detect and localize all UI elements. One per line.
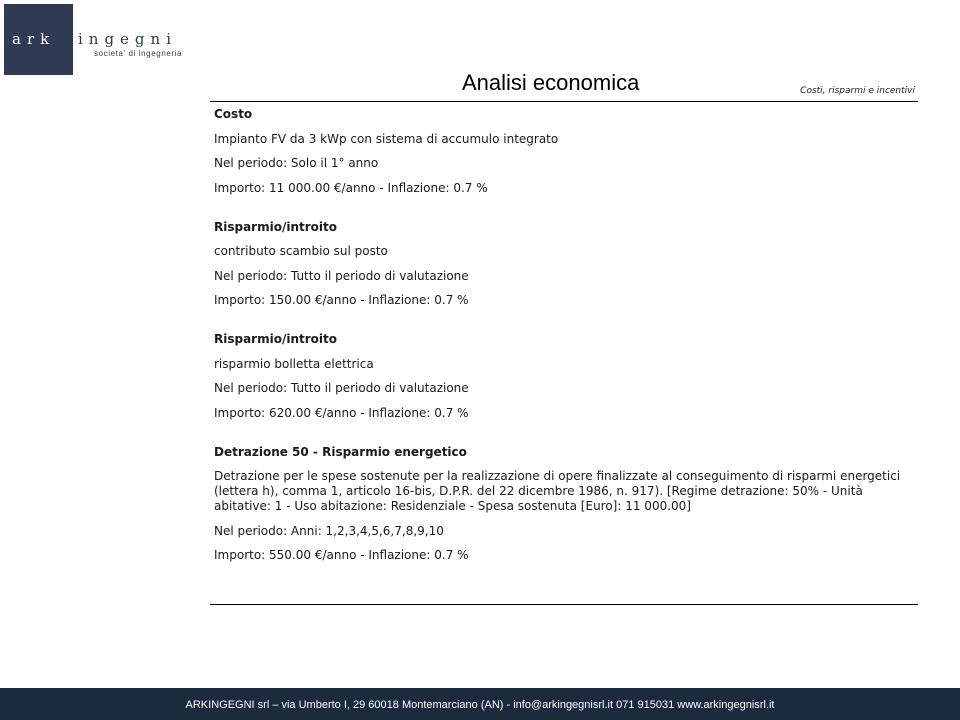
footer-contact-text: ARKINGEGNI srl – via Umberto I, 29 60018 Montemarciano (AN) - info@arkingegnisrl.it 071 915031 www.arkingegnisrl.it: [185, 699, 775, 711]
logo-tagline: societa' di ingegneria: [94, 49, 183, 58]
section-risparmio-bolletta: [214, 332, 914, 421]
section-amount: Importo: 150.00 €/anno - Inflazione: 0.7 %: [214, 293, 469, 307]
section-period: Nel periodo: Tutto il periodo di valutazione: [214, 268, 469, 283]
section-description: contributo scambio sul posto: [214, 244, 388, 258]
section-period: Nel periodo: Anni: 1,2,3,4,5,6,7,8,9,10: [214, 523, 444, 538]
logo-text-ingegni: ingegni: [78, 30, 177, 48]
section-amount: Importo: 550.00 €/anno - Inflazione: 0.7 %: [214, 548, 469, 562]
economic-analysis-content: [214, 107, 914, 573]
section-title: Risparmio/introito: [214, 332, 337, 346]
section-period: Nel periodo: Tutto il periodo di valutazione: [214, 381, 469, 395]
bottom-divider: [210, 604, 918, 605]
section-period: Nel periodo: Solo il 1° anno: [214, 156, 379, 170]
top-divider: [210, 101, 918, 102]
section-title: Costo: [214, 107, 253, 121]
section-amount: Importo: 620.00 €/anno - Inflazione: 0.7 %: [214, 405, 469, 420]
section-title: Risparmio/introito: [214, 219, 337, 234]
section-costo: [214, 107, 914, 196]
page-subtitle: Costi, risparmi e incentivi: [800, 86, 915, 96]
footer-bar: [0, 688, 960, 720]
logo-text-ark: ark: [12, 30, 56, 48]
page-title: Analisi economica: [462, 70, 640, 95]
section-description: Detrazione per le spese sostenute per la realizzazione di opere finalizzate al conseguimento di risparmi energetici (lettera h), comma 1, articolo 16-bis, D.P.R. del 22 dicembre 1986, n. 917). [Regime detrazione: 50% - Unità abitative: 1 - Uso abitazione: Residenziale - Spesa sostenuta [Euro]: 11 000.00]: [214, 469, 901, 513]
section-amount: Importo: 11 000.00 €/anno - Inflazione: 0.7 %: [214, 180, 488, 195]
section-description: risparmio bolletta elettrica: [214, 356, 374, 371]
section-risparmio-scambio: [214, 220, 914, 309]
section-title: Detrazione 50 - Risparmio energetico: [214, 444, 467, 459]
section-description: Impianto FV da 3 kWp con sistema di accumulo integrato: [214, 131, 559, 146]
section-detrazione: [214, 445, 914, 564]
